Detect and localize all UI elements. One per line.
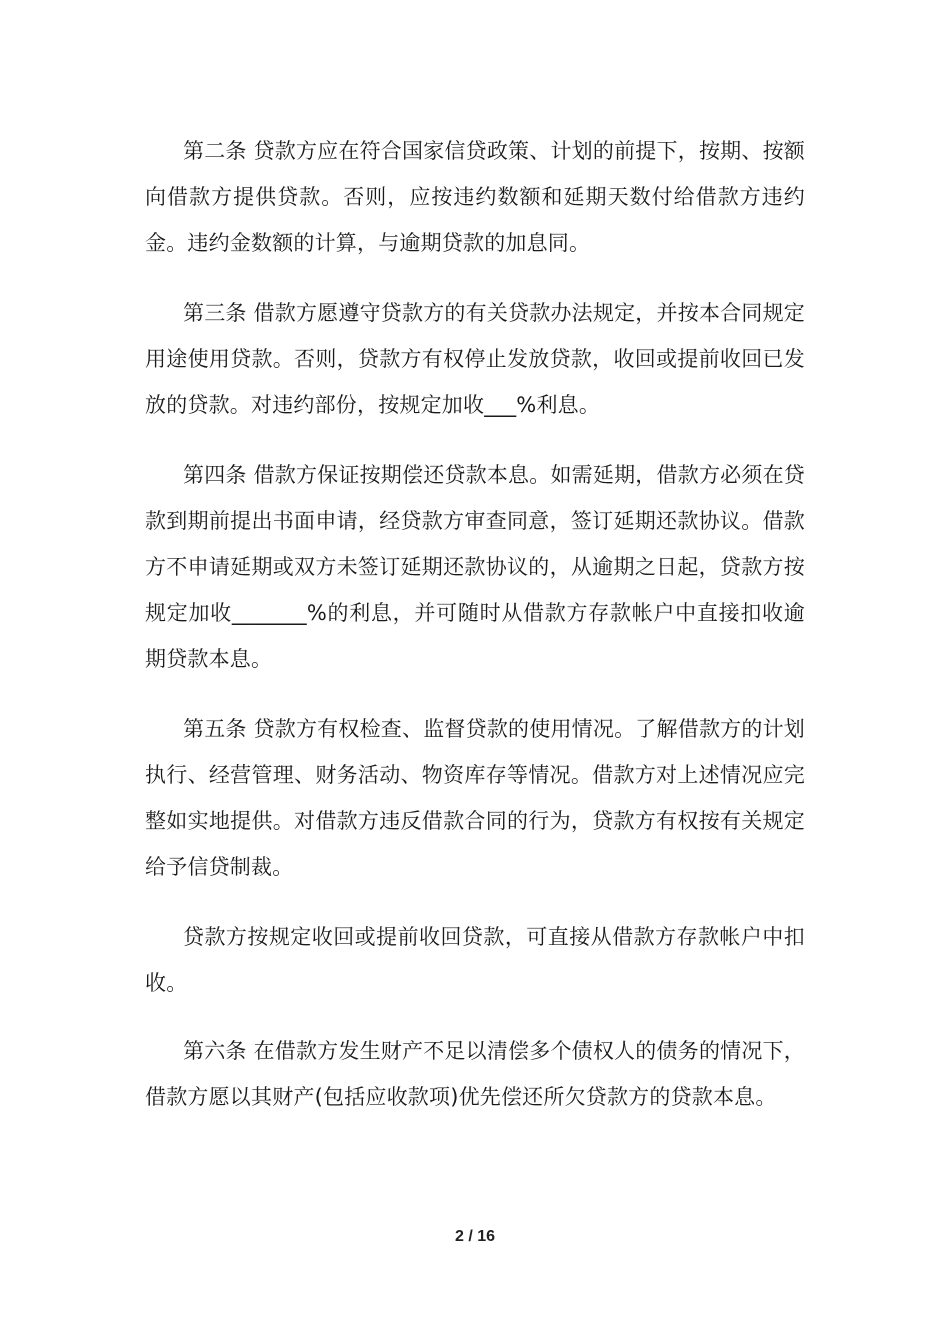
document-body: [145, 128, 805, 1144]
paragraph-article-2: 第二条 贷款方应在符合国家信贷政策、计划的前提下，按期、按额向借款方提供贷款。否则，应按违约数额和延期天数付给借款方违约金。违约金数额的计算，与逾期贷款的加息同。: [145, 139, 805, 255]
page-number: 2 / 16: [454, 1228, 496, 1245]
paragraph-article-5: 第五条 贷款方有权检查、监督贷款的使用情况。了解借款方的计划执行、经营管理、财务活动、物资库存等情况。借款方对上述情况应完整如实地提供。对借款方违反借款合同的行为，贷款方有权按有关规定给予信贷制裁。: [145, 717, 805, 879]
paragraph-article-4: 第四条 借款方保证按期偿还贷款本息。如需延期，借款方必须在贷款到期前提出书面申请，经贷款方审查同意，签订延期还款协议。借款方不申请延期或双方未签订延期还款协议的，从逾期之日起，贷款方按规定加收_______%的利息，并可随时从借款方存款帐户中直接扣收逾期贷款本息。: [145, 463, 805, 671]
paragraph-article-6: 第六条 在借款方发生财产不足以清偿多个债权人的债务的情况下，借款方愿以其财产(包括应收款项)优先偿还所欠贷款方的贷款本息。: [145, 1039, 805, 1109]
paragraph-article-3: 第三条 借款方愿遵守贷款方的有关贷款办法规定，并按本合同规定用途使用贷款。否则，贷款方有权停止发放贷款，收回或提前收回已发放的贷款。对违约部份，按规定加收___%利息。: [145, 301, 805, 417]
paragraph-article-5-supplement: 贷款方按规定收回或提前收回贷款，可直接从借款方存款帐户中扣收。: [145, 925, 805, 995]
